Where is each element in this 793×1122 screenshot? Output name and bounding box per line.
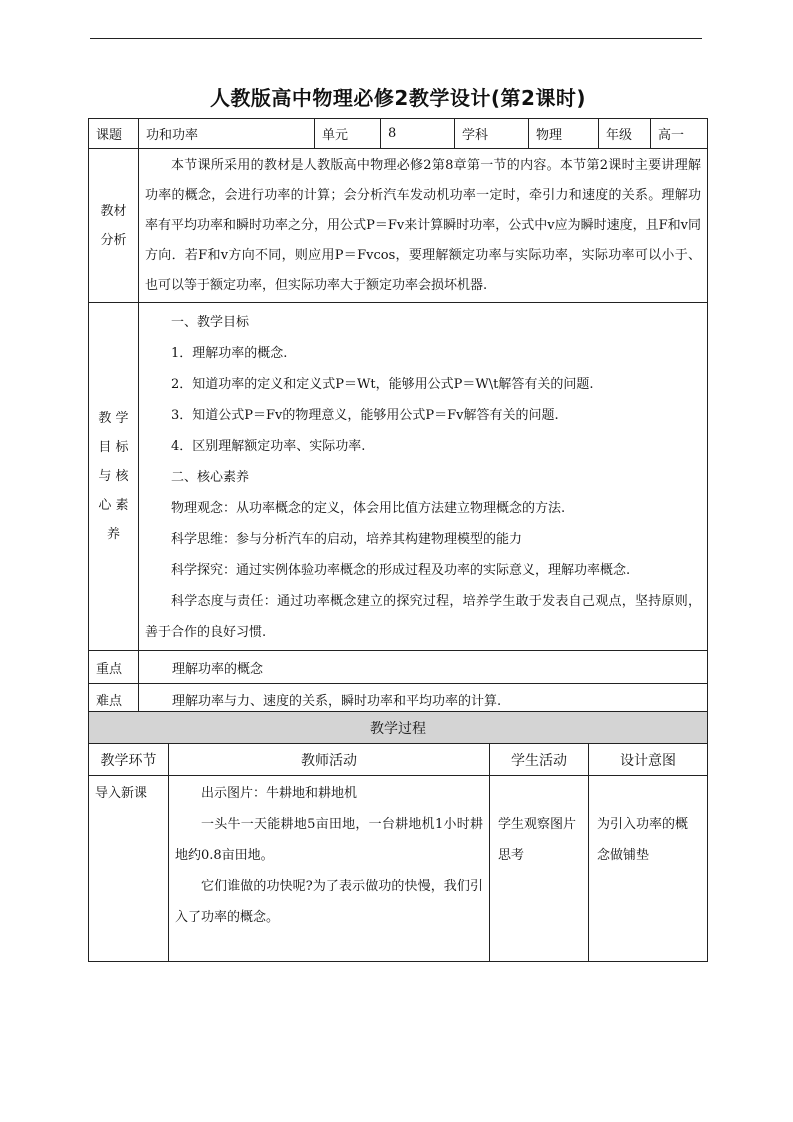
difficulty-row	[89, 684, 708, 715]
goals-label-line: 养	[106, 527, 120, 542]
topic-label: 课题	[89, 119, 139, 149]
analysis-row	[89, 149, 708, 303]
process-header-row	[89, 744, 708, 776]
subject-label: 学科	[455, 119, 529, 149]
intent-cell: 为引入功率的概念做铺垫	[589, 776, 708, 962]
goals-line: 2．知道功率的定义和定义式P＝Wt，能够用公式P＝W\t解答有关的问题.	[171, 377, 594, 392]
analysis-label-line2: 分析	[100, 232, 127, 248]
goals-label-line: 与 核	[98, 469, 129, 484]
analysis-label	[89, 149, 139, 303]
goals-label	[89, 303, 139, 651]
page-title: 人教版高中物理必修2教学设计(第2课时)	[209, 86, 587, 110]
process-title-row	[89, 712, 708, 744]
teacher-line: 它们谁做的功快呢?为了表示做功的快慢，我们引入了功率的概念。	[175, 879, 483, 925]
goals-line: 1．理解功率的概念.	[171, 346, 288, 361]
goals-line: 科学态度与责任：通过功率概念建立的探究过程，培养学生敢于发表自己观点，坚持原则，善于合作的良好习惯.	[145, 594, 701, 640]
goals-label-line: 目 标	[98, 440, 129, 455]
teaching-process-table	[88, 711, 708, 962]
goals-label-line: 心 素	[98, 498, 129, 513]
teacher-line: 出示图片：牛耕地和耕地机	[201, 786, 358, 801]
key-point-text: 理解功率的概念	[139, 651, 708, 684]
grade-value: 高一	[651, 119, 708, 149]
teacher-cell	[169, 776, 490, 962]
analysis-text: 本节课所采用的教材是人教版高中物理必修2第8章第一节的内容。本节第2课时主要讲理解功率的概念，会进行功率的计算；会分析汽车发动机功率一定时，牵引力和速度的关系。理解功率有平均功率和瞬时功率之分，用公式P＝Fv来计算瞬时功率，公式中v应为瞬时速度，且F和v同方向．若F和v方向不同，则应用P＝Fvcos，要理解额定功率与实际功率，实际功率可以小于、也可以等于额定功率，但实际功率大于额定功率会损坏机器.	[139, 149, 708, 303]
goals-line: 二、核心素养	[171, 470, 250, 485]
goals-line: 3．知道公式P＝Fv的物理意义，能够用公式P＝Fv解答有关的问题.	[171, 408, 559, 423]
header-student: 学生活动	[490, 744, 589, 776]
subject-value: 物理	[529, 119, 599, 149]
info-row	[89, 119, 708, 149]
goals-content	[139, 303, 708, 651]
process-row	[89, 776, 708, 962]
unit-label: 单元	[315, 119, 381, 149]
process-title: 教学过程	[89, 712, 708, 744]
analysis-label-line1: 教材	[100, 203, 127, 219]
student-cell: 学生观察图片思考	[490, 776, 589, 962]
goals-line: 科学探究：通过实例体验功率概念的形成过程及功率的实际意义，理解功率概念.	[171, 563, 631, 578]
key-point-label: 重点	[89, 651, 139, 684]
lesson-info-table	[88, 118, 708, 715]
difficulty-label: 难点	[89, 684, 139, 715]
header-teacher: 教师活动	[169, 744, 490, 776]
goals-label-line: 教 学	[98, 411, 129, 426]
goals-line: 一、教学目标	[171, 315, 250, 330]
goals-line: 物理观念：从功率概念的定义，体会用比值方法建立物理概念的方法.	[171, 501, 566, 516]
unit-value: 8	[381, 119, 455, 149]
topic-value: 功和功率	[139, 119, 315, 149]
goals-line: 科学思维：参与分析汽车的启动，培养其构建物理模型的能力	[171, 532, 523, 547]
teacher-line: 一头牛一天能耕地5亩田地，一台耕地机1小时耕地约0.8亩田地。	[175, 817, 483, 863]
grade-label: 年级	[599, 119, 651, 149]
header-intent: 设计意图	[589, 744, 708, 776]
difficulty-text: 理解功率与力、速度的关系，瞬时功率和平均功率的计算.	[139, 684, 708, 715]
header-rule	[90, 38, 702, 39]
goals-line: 4．区别理解额定功率、实际功率.	[171, 439, 366, 454]
key-point-row	[89, 651, 708, 684]
header-stage: 教学环节	[89, 744, 169, 776]
goals-row	[89, 303, 708, 651]
stage-cell: 导入新课	[89, 776, 169, 962]
